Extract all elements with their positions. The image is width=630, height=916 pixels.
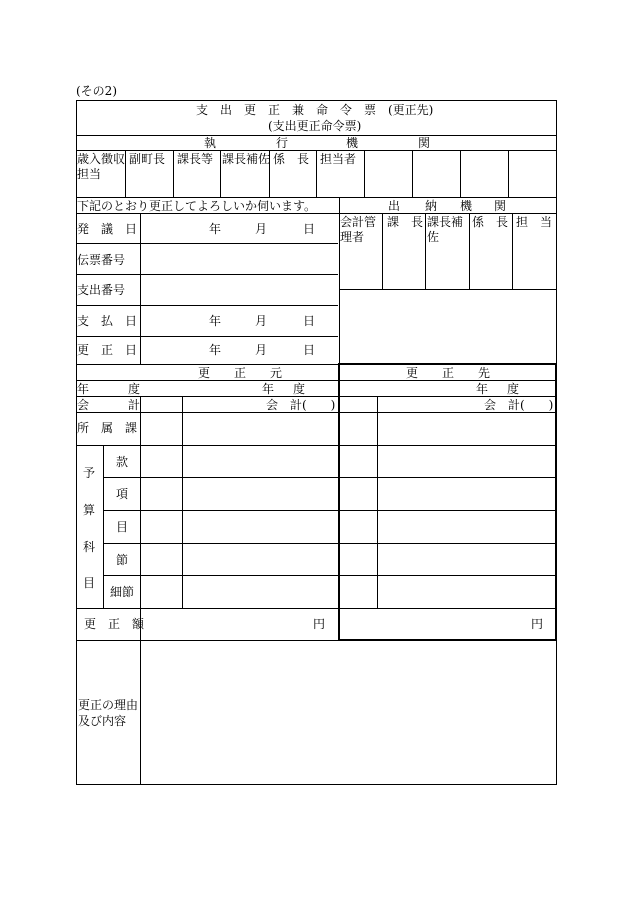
yosan-item-moku: 目	[116, 520, 129, 534]
nendo-label-char: 年	[77, 382, 90, 396]
year-unit: 年	[209, 222, 222, 236]
form-title: 支 出 更 正 兼 命 令 票 (更正先)	[196, 103, 434, 117]
day-unit: 日	[303, 314, 316, 328]
yosan-item-setsu: 節	[116, 553, 129, 567]
reason-label-line1: 更正の理由	[78, 698, 139, 712]
moto-nendo-year: 年	[262, 382, 275, 396]
shikko-header-char: 機	[346, 136, 359, 150]
yosan-item-kou: 項	[116, 487, 129, 501]
page-label: (その2)	[76, 84, 117, 98]
reason-label-line2: 及び内容	[78, 714, 127, 728]
yosan-label-char: 算	[83, 503, 96, 517]
kaikei-label-char: 会	[77, 398, 90, 412]
suitou-tanto-label: 担 当	[516, 215, 553, 229]
approver-sainyu-label: 歳入徴収担当	[77, 152, 126, 181]
suitou-kaikei-label: 会計管理者	[340, 215, 377, 244]
suitou-kachohosa-label: 課長補佐	[427, 215, 464, 244]
moto-header-char: 更	[198, 366, 211, 380]
yosan-label-char: 目	[83, 576, 96, 590]
suitou-header-char: 納	[425, 199, 438, 213]
yosan-label-char: 科	[83, 540, 96, 554]
shikko-header-char: 関	[418, 136, 431, 150]
moto-yen: 円	[313, 617, 326, 631]
moto-kaikei-paren: 会 計( )	[266, 398, 336, 412]
moto-header-char: 元	[270, 366, 283, 380]
saki-header-char: 更	[406, 366, 419, 380]
saki-header-char: 先	[478, 366, 491, 380]
saki-header-char: 正	[442, 366, 455, 380]
year-unit: 年	[209, 314, 222, 328]
kousei-date-label: 更 正 日	[77, 343, 138, 357]
nendo-label-char: 度	[128, 382, 141, 396]
approver-kakaricho-label: 係 長	[273, 152, 310, 166]
moto-header-char: 正	[234, 366, 247, 380]
shozoku-label: 所 属 課	[77, 421, 138, 435]
kaikei-label-char: 計	[128, 398, 141, 412]
year-unit: 年	[209, 343, 222, 357]
yosan-item-saisetsu: 細節	[110, 585, 135, 599]
request-text: 下記のとおり更正してよろしいか伺います。	[77, 199, 317, 213]
month-unit: 月	[255, 343, 268, 357]
suitou-kakaricho-label: 係 長	[472, 215, 509, 229]
suitou-header-char: 機	[460, 199, 473, 213]
approver-tantosha-label: 担当者	[320, 152, 357, 166]
moto-nendo-do: 度	[293, 382, 306, 396]
hatsugi-date-label: 発 議 日	[77, 222, 138, 236]
saki-nendo-year: 年	[476, 382, 489, 396]
saki-kaikei-paren: 会 計( )	[484, 398, 554, 412]
form-subtitle: (支出更正命令票)	[268, 119, 362, 133]
yosan-item-kan: 款	[116, 455, 129, 469]
denpyo-number-label: 伝票番号	[77, 253, 126, 267]
shikko-header-char: 執	[204, 136, 217, 150]
yosan-label-char: 予	[83, 466, 96, 480]
month-unit: 月	[255, 222, 268, 236]
shiharai-date-label: 支 払 日	[77, 314, 138, 328]
shishutsu-number-label: 支出番号	[77, 283, 126, 297]
approver-fukuchocho-label: 副町長	[129, 152, 166, 166]
suitou-kacho-label: 課 長	[387, 215, 424, 229]
suitou-header-char: 出	[388, 199, 401, 213]
saki-nendo-do: 度	[507, 382, 520, 396]
approver-kachohosa-label: 課長補佐	[222, 152, 271, 166]
saki-yen: 円	[531, 617, 544, 631]
day-unit: 日	[303, 343, 316, 357]
amount-label: 更 正 額	[84, 617, 145, 631]
month-unit: 月	[255, 314, 268, 328]
day-unit: 日	[303, 222, 316, 236]
shikko-header-char: 行	[276, 136, 289, 150]
suitou-header-char: 関	[494, 199, 507, 213]
approver-kachoto-label: 課長等	[177, 152, 214, 166]
